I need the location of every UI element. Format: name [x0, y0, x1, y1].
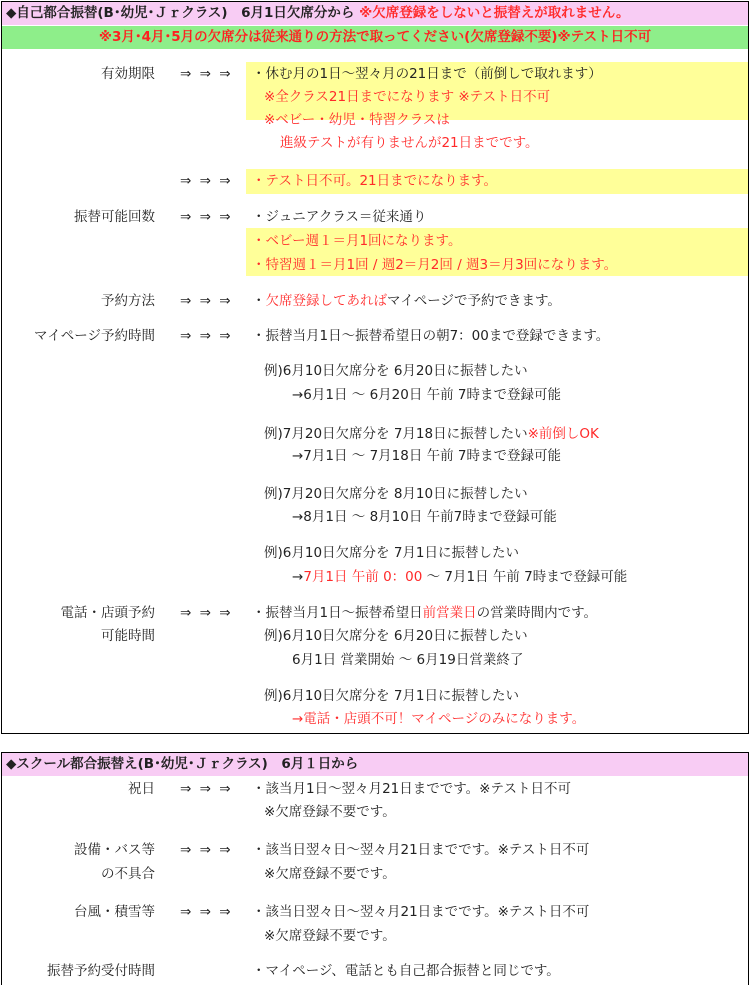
mypage-ex1a: 例)6月10日欠席分を 6月20日に振替したい: [264, 363, 528, 379]
arrow-icon: ⇒ ⇒ ⇒: [180, 904, 233, 920]
mypage-ex2a-text: 例)7月20日欠席分を 7月18日に振替したい: [264, 426, 528, 442]
validity-line5: ・テスト日不可。21日までになります。: [252, 173, 498, 189]
weather-line2: ※欠席登録不要です。: [264, 928, 396, 944]
mypage-ex2b: →7月1日 ～ 7月18日 午前 7時まで登録可能: [292, 448, 562, 464]
holiday-label: 祝日: [128, 781, 155, 797]
arrow-icon: ⇒ ⇒ ⇒: [180, 173, 233, 189]
mypage-ex4b-red: 7月1日 午前 0：00: [303, 569, 423, 585]
method-rest: マイページで予約できます。: [387, 293, 561, 309]
arrow-icon: ⇒ ⇒ ⇒: [180, 328, 233, 344]
arrow-icon: ⇒ ⇒ ⇒: [180, 781, 233, 797]
mypage-ex3a: 例)7月20日欠席分を 8月10日に振替したい: [264, 486, 528, 502]
method-label: 予約方法: [101, 293, 155, 309]
mypage-ex1b: →6月1日 ～ 6月20日 午前 7時まで登録可能: [292, 387, 562, 403]
phone-line1-b: の営業時間内です。: [476, 605, 598, 621]
mypage-ex4b-arrow: →: [292, 569, 304, 585]
mypage-ex4b-rest: ～ 7月1日 午前 7時まで登録可能: [422, 569, 628, 585]
count-line3: ・特習週１＝月1回 / 週2＝月2回 / 週3＝月3回になります。: [252, 257, 618, 273]
section1-title: ◆自己都合振替(B･幼児･Ｊｒクラス) 6月1日欠席分から: [6, 5, 355, 21]
mypage-line1: ・振替当月1日～振替希望日の朝7：00まで登録できます。: [252, 328, 610, 344]
phone-line1-a: ・振替当月1日～振替希望日: [252, 605, 423, 621]
reception-line1: ・マイページ、電話とも自己都合振替と同じです。: [252, 963, 560, 979]
phone-line1-red: 前営業日: [422, 605, 477, 621]
mypage-ex4a: 例)6月10日欠席分を 7月1日に振替したい: [264, 545, 520, 561]
mypage-ex2a-red: ※前倒しOK: [527, 426, 599, 442]
section1-warning: ※欠席登録をしないと振替えが取れません。: [359, 5, 630, 21]
validity-line3: ※ベビー・幼児・特習クラスは: [264, 112, 450, 128]
validity-line1: ・休む月の1日～翌々月の21日まで（前倒しで取れます）: [252, 66, 602, 82]
validity-label: 有効期限: [101, 66, 155, 82]
mypage-label: マイページ予約時間: [34, 328, 155, 344]
facility-line2: ※欠席登録不要です。: [264, 866, 396, 882]
arrow-icon: ⇒ ⇒ ⇒: [180, 66, 233, 82]
arrow-icon: ⇒ ⇒ ⇒: [180, 209, 233, 225]
reception-label: 振替予約受付時間: [47, 963, 155, 979]
method-line: [252, 290, 561, 312]
section2-header: ◆スクール都合振替え(B･幼児･Ｊｒクラス) 6月１日から: [2, 753, 748, 776]
phone-label2: 可能時間: [101, 628, 155, 644]
phone-ex1a: 例)6月10日欠席分を 6月20日に振替したい: [264, 628, 528, 644]
holiday-line2: ※欠席登録不要です。: [264, 804, 396, 820]
arrow-icon: ⇒ ⇒ ⇒: [180, 842, 233, 858]
phone-ex1b: 6月1日 営業開始 ～ 6月19日営業終了: [292, 652, 524, 668]
weather-label: 台風・積雪等: [74, 904, 155, 920]
self-transfer-section: [1, 1, 749, 734]
method-red: 欠席登録してあれば: [265, 293, 387, 309]
mypage-ex3b: →8月1日 ～ 8月10日 午前7時まで登録可能: [292, 509, 557, 525]
school-transfer-section: [1, 752, 749, 985]
facility-line1: ・該当日翌々日～翌々月21日までです。※テスト日不可: [252, 842, 590, 858]
facility-label1: 設備・バス等: [74, 842, 155, 858]
section1-subheader: ※3月･4月･5月の欠席分は従来通りの方法で取ってください(欠席登録不要)※テスト日不可: [2, 25, 748, 49]
count-line1: ・ジュニアクラス＝従来通り: [252, 209, 427, 225]
count-label: 振替可能回数: [74, 209, 155, 225]
validity-line4: 進級テストが有りませんが21日までです。: [280, 135, 539, 151]
section1-header: [2, 2, 748, 25]
validity-line2: ※全クラス21日までになります ※テスト日不可: [264, 89, 551, 105]
holiday-line1: ・該当月1日～翌々月21日までです。※テスト日不可: [252, 781, 571, 797]
method-prefix: ・: [252, 293, 266, 309]
count-line2: ・ベビー週１＝月1回になります。: [252, 233, 462, 249]
arrow-icon: ⇒ ⇒ ⇒: [180, 605, 233, 621]
arrow-icon: ⇒ ⇒ ⇒: [180, 293, 233, 309]
phone-ex2b: →電話・店頭不可！マイページのみになります。: [292, 711, 586, 727]
phone-label1: 電話・店頭予約: [60, 605, 155, 621]
mypage-ex4b: [292, 566, 627, 588]
weather-line1: ・該当日翌々日～翌々月21日までです。※テスト日不可: [252, 904, 590, 920]
phone-line1: [252, 602, 597, 624]
facility-label2: の不具合: [101, 866, 155, 882]
phone-ex2a: 例)6月10日欠席分を 7月1日に振替したい: [264, 688, 520, 704]
mypage-ex2a: [264, 423, 599, 445]
